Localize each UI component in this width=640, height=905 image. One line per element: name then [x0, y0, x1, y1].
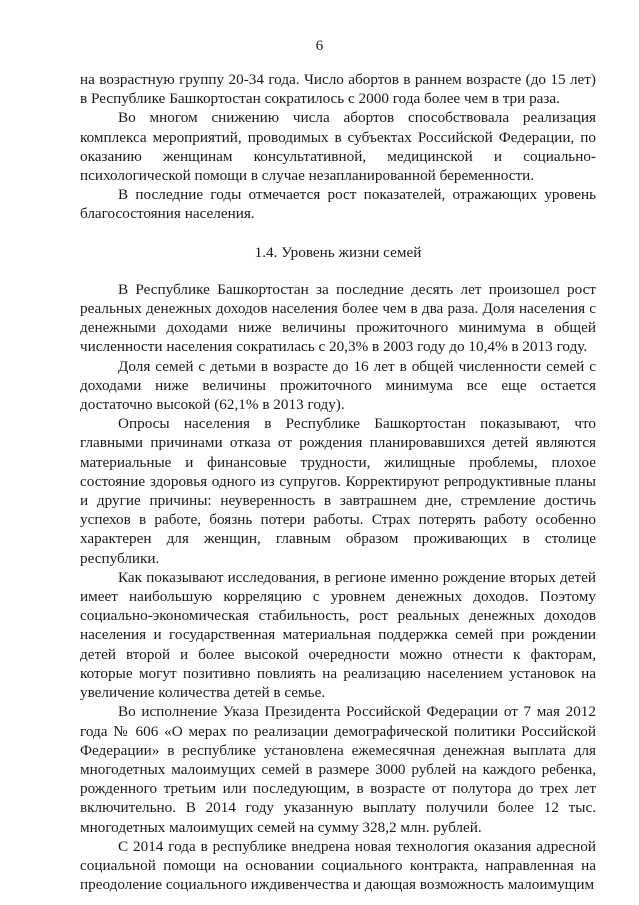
paragraph: В последние годы отмечается рост показателей, отражающих уровень благосостояния населения. — [80, 186, 596, 223]
paragraph: В Республике Башкортостан за последние десять лет произошел рост реальных денежных доходов населения более чем в два раза. Доля населения с денежными доходами ниже величины прожиточного минимума в общей численности населения сократилась с 20,3% в 2003 году до 10,4% в 2013 году. — [80, 280, 596, 356]
page-number: 6 — [315, 38, 324, 54]
paragraph: Доля семей с детьми в возрасте до 16 лет в общей численности семей с доходами ниже величины прожиточного минимума все еще остается достаточно высокой (62,1% в 2013 году). — [80, 357, 596, 414]
document-body — [80, 70, 596, 894]
paragraph: Опросы населения в Республике Башкортостан показывают, что главными причинами отказа от рождения планировавшихся детей являются материальные и финансовые трудности, жилищные проблемы, плохое состояние здоровья одного из супругов. Корректируют репродуктивные планы и другие причины: неуверенность в завтрашнем дне, стремление достичь успехов в работе, боязнь потери работы. Страх потерять работу особенно характерен для женщин, главным образом проживающих в столице республики. — [80, 415, 596, 567]
paragraph: Во исполнение Указа Президента Российской Федерации от 7 мая 2012 года № 606 «О мерах по реализации демографической политики Российской Федерации» в республике установлена ежемесячная денежная выплата для многодетных малоимущих семей в размере 3000 рублей на каждого ребенка, рожденного третьим или последующим, в возрасте от полутора до трех лет включительно. В 2014 году указанную выплату получили более 12 тыс. многодетных малоимущих семей на сумму 328,2 млн. рублей. — [80, 703, 596, 836]
paragraph: Как показывают исследования, в регионе именно рождение вторых детей имеет наибольшую корреляцию с уровнем денежных доходов. Поэтому социально-экономическая стабильность, рост реальных денежных доходов населения и государственная материальная поддержка семей при рождении детей второй и более высокой очередности можно отнести к факторам, которые могут позитивно повлиять на реализацию населением установок на увеличение количества детей в семье. — [80, 568, 596, 702]
section-heading: 1.4. Уровень жизни семей — [254, 243, 422, 261]
paragraph: С 2014 года в республике внедрена новая технология оказания адресной социальной помощи на основании социального контракта, направленная на преодоление социального иждивенчества и дающая возможность малоимущим — [80, 837, 596, 894]
paragraph: Во многом снижению числа абортов способствовала реализация комплекса мероприятий, проводимых в субъектах Российской Федерации, по оказанию женщинам консультативной, медицинской и социально-психологической помощи в случае незапланированной беременности. — [80, 109, 596, 185]
paragraph: на возрастную группу 20-34 года. Число абортов в раннем возрасте (до 15 лет) в Республике Башкортостан сократилось с 2000 года более чем в три раза. — [80, 71, 596, 108]
